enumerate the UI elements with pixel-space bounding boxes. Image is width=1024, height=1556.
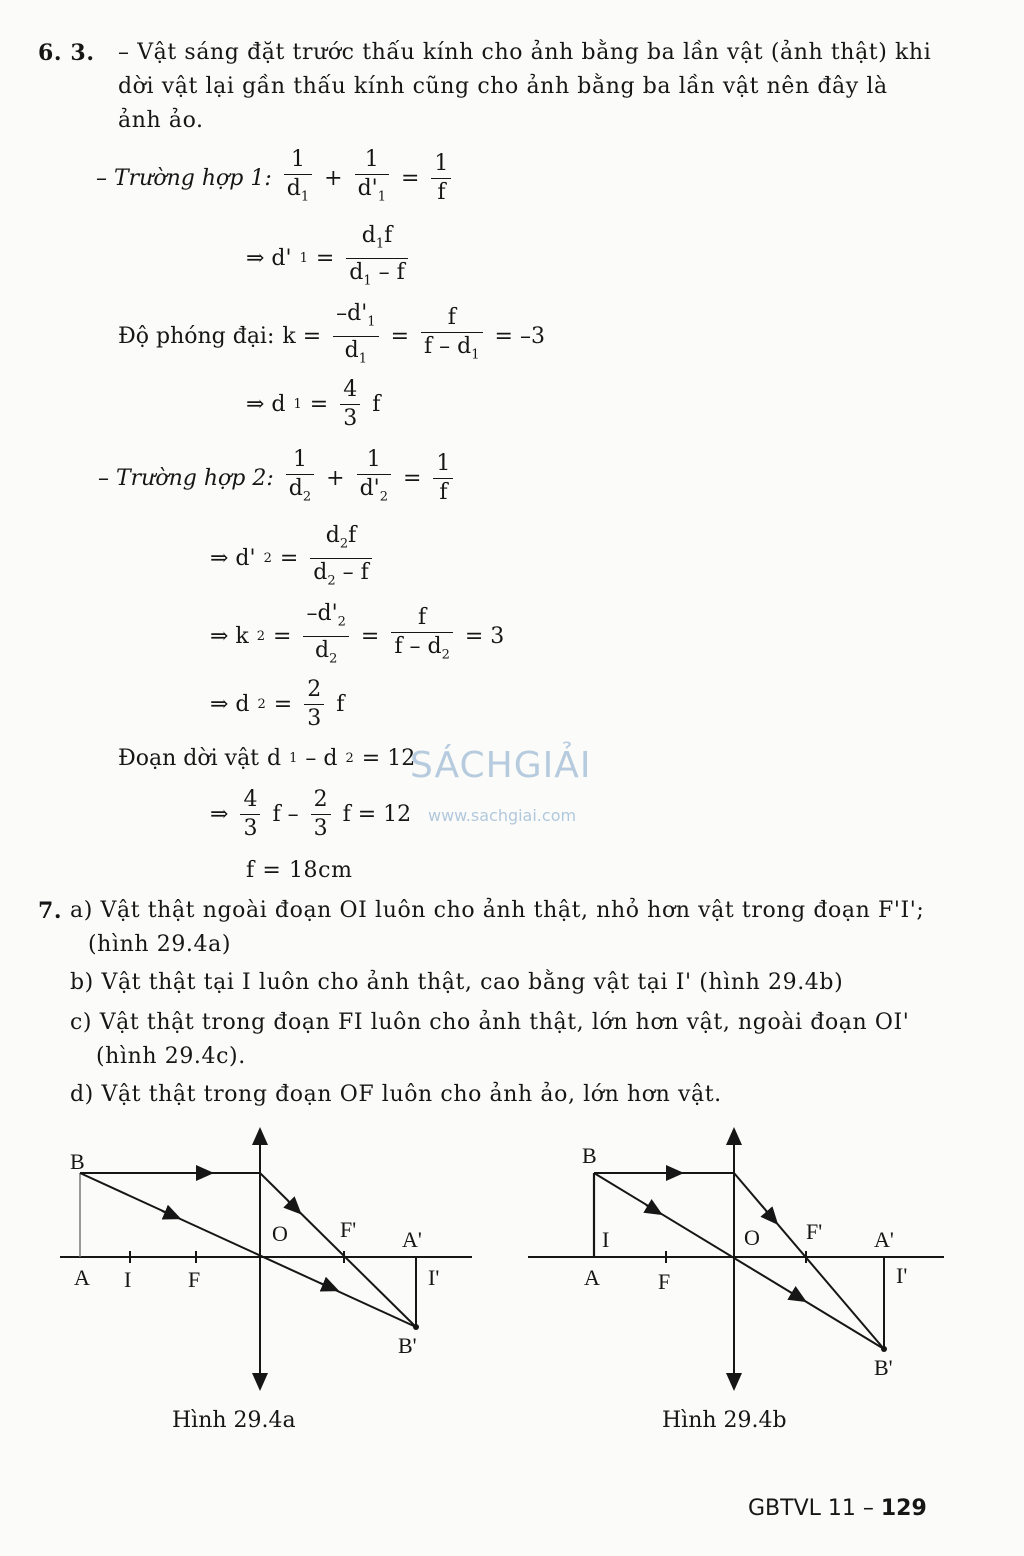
ray-center [80,1173,416,1327]
label-I: I [124,1267,132,1292]
case-2-equation: – Trường hợp 2: $\frac{1}{d_2}$ + $\frac{1}{d'_2}$ = $\frac{1}{f}$ [98,446,457,511]
label-Bp: B' [874,1355,893,1380]
label-Fp: F' [340,1217,357,1242]
caption-29-4b: Hình 29.4b [662,1408,787,1433]
problem-7-a-line-2: (hình 29.4a) [88,932,232,957]
problem-6-line-3: ảnh ảo. [118,108,204,133]
eq-d1: ⇒ d 1 = $\frac{4}{3}$ f [246,377,381,431]
ray-center-arrow-1 [646,1205,656,1211]
label-A: A [74,1265,90,1290]
label-B: B [70,1149,85,1174]
ray-refracted [734,1173,884,1349]
label-Ip: I' [896,1263,908,1288]
problem-6-number: 6. 3. [38,40,95,66]
ray-center [594,1173,884,1349]
problem-7-number: 7. [38,898,63,924]
watermark-logo: SÁCHGIẢI [410,745,592,786]
magnification-label: Độ phóng đại: [118,324,275,350]
image-point-Bp [413,1324,419,1330]
page-number: 129 [880,1496,927,1521]
label-O: O [744,1225,760,1250]
ray-center-arrow-2 [790,1292,800,1298]
label-Ip: I' [428,1265,440,1290]
label-O: O [272,1221,288,1246]
case-1-equation: – Trường hợp 1: $\frac{1}{d_1}$ + $\frac{1}{d'_1}$ = $\frac{1}{f}$ [96,146,455,211]
problem-7-d: d) Vật thật trong đoạn OF luôn cho ảnh ảo, lớn hơn vật. [70,1082,722,1107]
label-F: F [658,1269,671,1294]
ray-refracted-arrow [288,1201,296,1209]
problem-7-b: b) Vật thật tại I luôn cho ảnh thật, cao bằng vật tại I' (hình 29.4b) [70,970,844,995]
eq-d2: ⇒ d 2 = $\frac{2}{3}$ f [210,677,345,731]
eq-magnification-2: ⇒ k 2 = $\frac{-d'_2}{d_2}$ = $\frac{f}{f - d_2}$ = 3 [210,601,505,667]
caption-29-4a: Hình 29.4a [172,1408,296,1433]
eq-magnification-1: Độ phóng đại: k = $\frac{-d'_1}{d_1}$ = $\frac{f}{f - d_1}$ = –3 [118,301,545,367]
watermark-url: www.sachgiai.com [428,806,577,825]
image-point-Bp [881,1346,887,1352]
problem-6-line-2: dời vật lại gần thấu kính cũng cho ảnh bằng ba lần vật nên đây là [118,74,888,99]
footer [748,1496,927,1521]
label-B: B [582,1143,597,1168]
problem-7-c-line-1: c) Vật thật trong đoạn FI luôn cho ảnh thật, lớn hơn vật, ngoài đoạn OI' [70,1010,910,1035]
label-Ap: A' [402,1227,422,1252]
footer-book: GBTVL 11 – [748,1496,874,1521]
label-Fp: F' [806,1219,823,1244]
eq-d1-prime: ⇒ d' 1 = $\frac{d_1f}{d_1 - f}$ [246,222,412,296]
problem-7-a-line-1: a) Vật thật ngoài đoạn OI luôn cho ảnh thật, nhỏ hơn vật trong đoạn F'I'; [70,898,925,923]
result-f: f = 18cm [246,858,353,883]
case-1-label: – Trường hợp 1: [96,166,272,192]
ray-center-arrow-1 [162,1211,174,1216]
ray-refracted [260,1173,416,1327]
figure-29-4b [520,1125,950,1395]
label-I: I [602,1227,610,1252]
label-Ap: A' [874,1227,894,1252]
ray-center-arrow-2 [320,1283,332,1288]
eq-d2-prime: ⇒ d' 2 = $\frac{d_2f}{d_2 - f}$ [210,522,376,596]
ray-refracted-arrow [766,1211,773,1219]
problem-7-c-line-2: (hình 29.4c). [96,1044,246,1069]
label-A: A [584,1265,600,1290]
eq-shift: Đoạn dời vật d 1 – d 2 = 12 [118,746,416,771]
label-Bp: B' [398,1333,417,1358]
case-2-label: – Trường hợp 2: [98,466,274,492]
eq-solve-f: ⇒ $\frac{4}{3}$ f – $\frac{2}{3}$ f = 12 [210,787,412,841]
shift-label: Đoạn dời vật [118,746,260,771]
problem-6-line-1: – Vật sáng đặt trước thấu kính cho ảnh bằng ba lần vật (ảnh thật) khi [118,40,932,65]
figure-29-4a [50,1125,480,1395]
label-F: F [188,1267,201,1292]
